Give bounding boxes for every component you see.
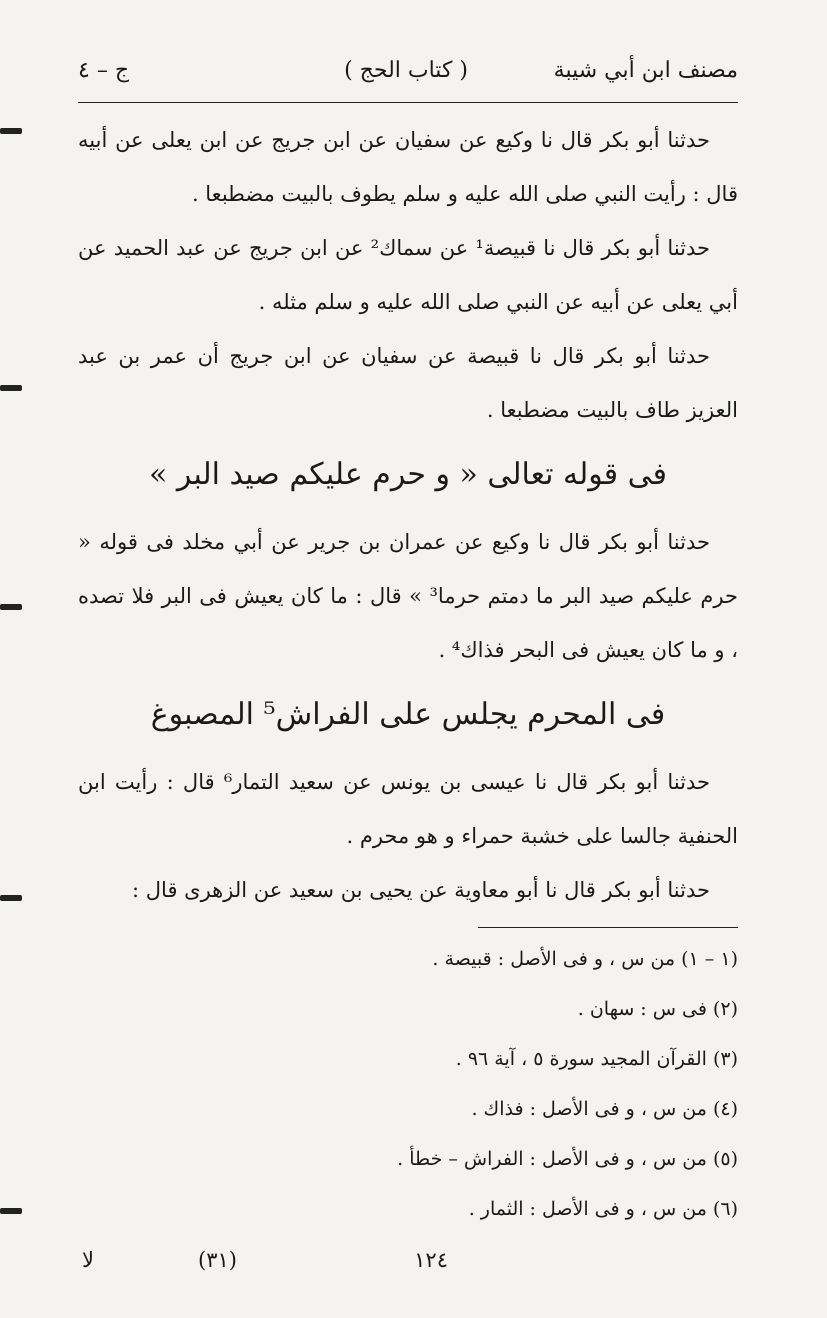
header-rule	[78, 102, 738, 103]
margin-mark	[0, 1208, 22, 1214]
footnote: (٣) القرآن المجيد سورة ٥ ، آية ٩٦ .	[455, 1048, 738, 1070]
margin-mark	[0, 385, 22, 391]
book-title: مصنف ابن أبي شيبة	[553, 58, 738, 83]
footnote: (٥) من س ، و فى الأصل : الفراش – خطأ .	[397, 1148, 738, 1170]
paragraph: حدثنا أبو بكر قال نا قبيصة عن سفيان عن ابن جريج أن عمر بن عبد العزيز طاف بالبيت مضطبعا .	[78, 344, 738, 422]
volume-label: ج – ٤	[78, 58, 130, 83]
section-heading: فى قوله تعالى « و حرم عليكم صيد البر »	[149, 457, 667, 492]
margin-mark	[0, 604, 22, 610]
chapter-title: ( كتاب الحج )	[344, 58, 468, 83]
footnote: (١ – ١) من س ، و فى الأصل : قبيصة .	[432, 948, 738, 970]
catchword-mark: لا	[82, 1248, 94, 1272]
section-heading: فى المحرم يجلس على الفراش⁵ المصبوغ	[150, 697, 666, 732]
signature-number: (٣١)	[198, 1248, 237, 1272]
main-text	[78, 113, 738, 917]
page-footer	[78, 1240, 738, 1280]
footnote: (٦) من س ، و فى الأصل : الثمار .	[468, 1198, 738, 1220]
paragraph: حدثنا أبو بكر قال نا وكيع عن سفيان عن ابن جريج عن ابن يعلى عن أبيه قال : رأيت النبي صلى الله عليه و سلم يطوف بالبيت مضطبعا .	[78, 128, 738, 206]
footnote: (٤) من س ، و فى الأصل : فذاك .	[471, 1098, 738, 1120]
page-number: ١٢٤	[414, 1248, 448, 1272]
margin-mark	[0, 128, 22, 134]
footnote: (٢) فى س : سهان .	[577, 998, 738, 1020]
paragraph: حدثنا أبو بكر قال نا وكيع عن عمران بن جرير عن أبي مخلد فى قوله « حرم عليكم صيد البر ما دمتم حرما³ » قال : ما كان يعيش فى البر فلا تصده ، و ما كان يعيش فى البحر فذاك⁴ .	[78, 530, 738, 662]
paragraph: حدثنا أبو بكر قال نا قبيصة¹ عن سماك² عن ابن جريج عن عبد الحميد عن أبي يعلى عن أبيه عن النبي صلى الله عليه و سلم مثله .	[78, 236, 738, 314]
running-header	[78, 48, 738, 94]
footnotes	[78, 934, 738, 1234]
footnote-rule	[478, 927, 738, 928]
paragraph: حدثنا أبو بكر قال نا عيسى بن يونس عن سعيد التمار⁶ قال : رأيت ابن الحنفية جالسا على خشبة حمراء و هو محرم .	[78, 770, 738, 848]
book-page	[78, 48, 738, 1288]
paragraph: حدثنا أبو بكر قال نا أبو معاوية عن يحيى بن سعيد عن الزهرى قال :	[132, 878, 710, 902]
margin-mark	[0, 895, 22, 901]
